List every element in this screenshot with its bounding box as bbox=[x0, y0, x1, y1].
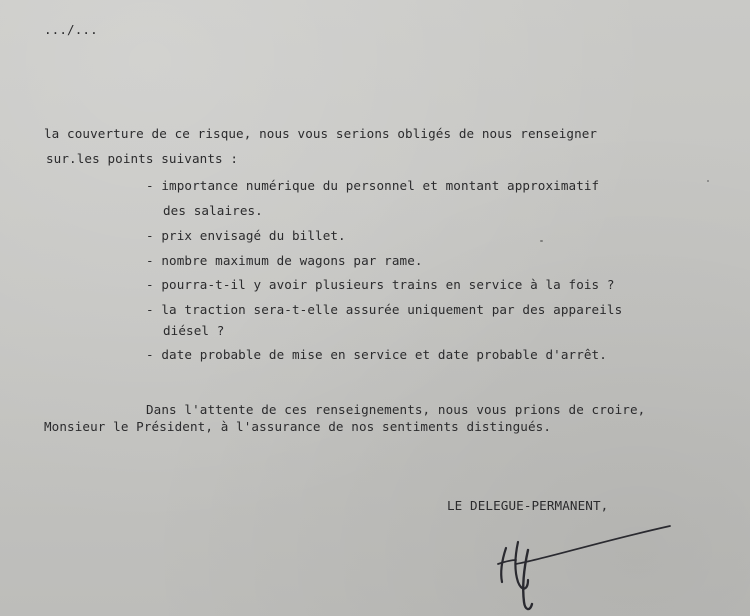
intro-line-2: sur.les points suivants : bbox=[46, 151, 239, 166]
closing-line-2: Monsieur le Président, à l'assurance de nos sentiments distingués. bbox=[44, 419, 552, 434]
list-item-5-line-1: - la traction sera-t-elle assurée uniquement par des appareils bbox=[146, 302, 623, 317]
paper-speck bbox=[540, 240, 543, 242]
list-item-6: - date probable de mise en service et date probable d'arrêt. bbox=[146, 347, 607, 362]
list-item-4: - pourra-t-il y avoir plusieurs trains en service à la fois ? bbox=[146, 277, 615, 292]
list-item-2: - prix envisagé du billet. bbox=[146, 228, 346, 243]
list-item-1-line-2: des salaires. bbox=[163, 203, 263, 218]
list-item-5-line-2: diésel ? bbox=[163, 323, 225, 338]
list-item-3: - nombre maximum de wagons par rame. bbox=[146, 253, 423, 268]
intro-line-1: la couverture de ce risque, nous vous serions obligés de nous renseigner bbox=[44, 126, 598, 141]
closing-line-1: Dans l'attente de ces renseignements, nous vous prions de croire, bbox=[146, 402, 646, 417]
continuation-mark: .../... bbox=[44, 22, 98, 37]
list-item-1-line-1: - importance numérique du personnel et montant approximatif bbox=[146, 178, 600, 193]
paper-speck bbox=[707, 180, 709, 182]
handwritten-signature bbox=[488, 520, 678, 616]
signatory-title: LE DELEGUE-PERMANENT, bbox=[447, 498, 609, 513]
